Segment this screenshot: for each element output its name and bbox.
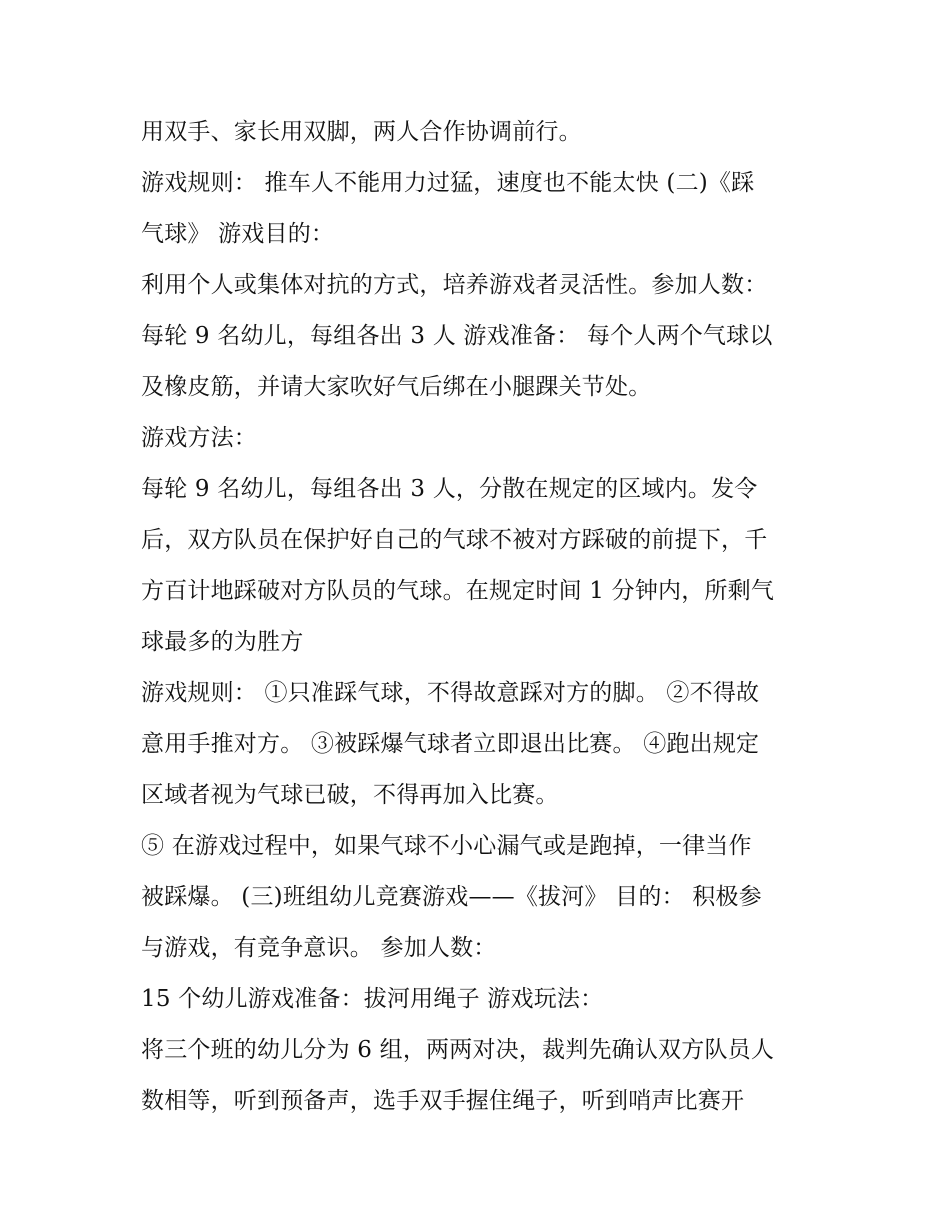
text-line: 气球》 游戏目的： [141,221,335,247]
text-line: 数相等，听到预备声，选手双手握住绳子，听到哨声比赛开 [141,1088,745,1114]
text-line: 每轮 9 名幼儿，每组各出 3 人 游戏准备： 每个人两个气球以 [141,323,773,349]
text-line: 后，双方队员在保护好自己的气球不被对方踩破的前提下，千 [141,527,768,553]
body-text [141,107,821,1127]
text-line: 与游戏，有竞争意识。 参加人数： [141,935,497,961]
text-line: 意用手推对方。 ③被踩爆气球者立即退出比赛。 ④跑出规定 [141,731,760,757]
text-line: 及橡皮筋，并请大家吹好气后绑在小腿踝关节处。 [141,374,652,400]
text-line: 利用个人或集体对抗的方式，培养游戏者灵活性。参加人数： [141,272,768,298]
text-line: 每轮 9 名幼儿，每组各出 3 人，分散在规定的区域内。发令 [141,476,758,502]
text-line: 游戏规则： 推车人不能用力过猛，速度也不能太快 (二)《踩 [141,170,755,196]
text-line: 游戏规则： ①只准踩气球，不得故意踩对方的脚。 ②不得故 [141,680,760,706]
text-line: 游戏方法： [141,425,257,451]
text-line: 将三个班的幼儿分为 6 组，两两对决，裁判先确认双方队员人 [141,1037,775,1063]
text-line: 用双手、家长用双脚，两人合作协调前行。 [141,119,582,145]
text-line: 区域者视为气球已破，不得再加入比赛。 [141,782,559,808]
text-line: ⑤ 在游戏过程中，如果气球不小心漏气或是跑掉，一律当作 [141,833,752,859]
text-line: 方百计地踩破对方队员的气球。在规定时间 1 分钟内，所剩气 [141,578,775,604]
text-line: 15 个幼儿游戏准备：拔河用绳子 游戏玩法： [141,986,604,1012]
text-line: 球最多的为胜方 [141,629,304,655]
text-line: 被踩爆。 (三)班组幼儿竞赛游戏——《拔河》 目的： 积极参 [141,884,762,910]
